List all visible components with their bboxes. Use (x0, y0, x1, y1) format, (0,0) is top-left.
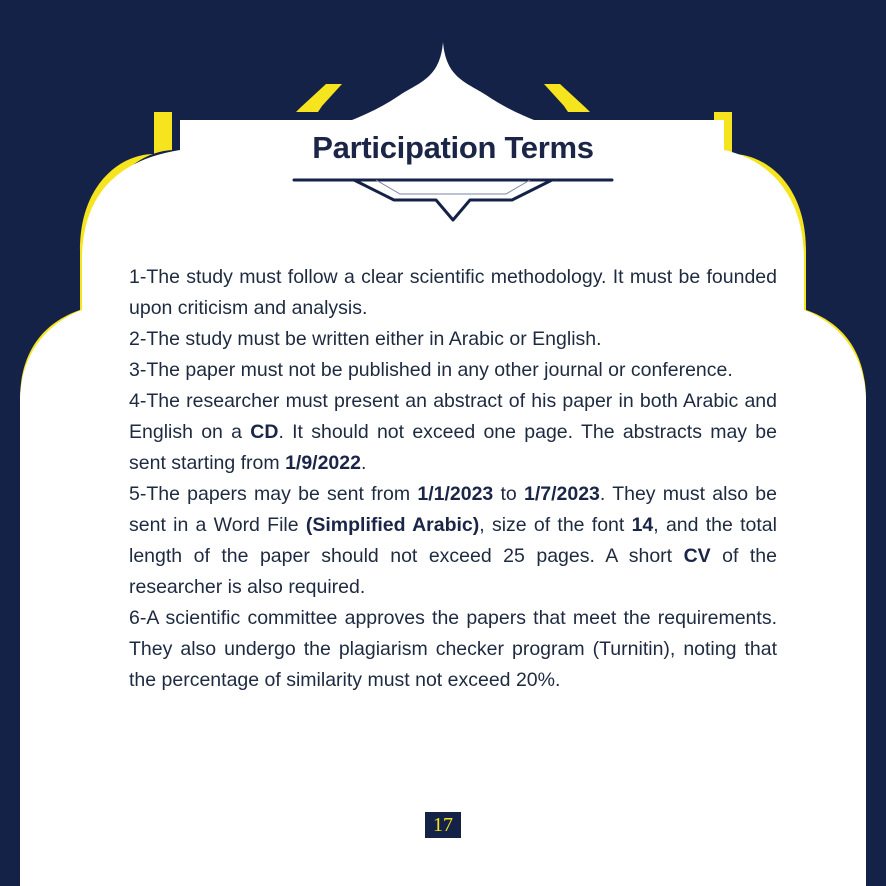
term-text: 3-The paper must not be published in any other journal or conference. (129, 359, 733, 381)
term-emphasis: 14 (631, 514, 654, 536)
term-text: . (360, 452, 367, 474)
term-text: , and the total length of the paper should not exceed 25 pages. A short (129, 514, 777, 567)
term-text: 6-A scientific committee approves the papers that meet the requirements. They also undergo the plagiarism checker program (Turnitin), noting that the percentage of similarity must not exceed 20%. (129, 607, 777, 691)
term-text: 1-The study must follow a clear scientific methodology. It must be founded upon criticism and analysis. (129, 266, 777, 319)
term-text: 4-The researcher must present an abstract of his paper in both Arabic and English on a (129, 390, 777, 443)
term-emphasis: 1/1/2023 (417, 483, 494, 505)
page-number: 17 (425, 812, 461, 838)
term-item (129, 355, 777, 386)
term-item (129, 262, 777, 324)
terms-list (129, 262, 777, 696)
term-item (129, 479, 777, 603)
page-title: Participation Terms (312, 130, 594, 165)
term-emphasis: 1/7/2023 (524, 483, 600, 505)
term-item (129, 386, 777, 479)
title-underline-ornament (290, 172, 616, 232)
term-text: . They must also be sent in a Word File (129, 483, 777, 536)
term-emphasis: (Simplified Arabic) (305, 514, 480, 536)
term-item (129, 324, 777, 355)
term-text: 2-The study must be written either in Arabic or English. (129, 328, 602, 350)
term-text: . It should not exceed one page. The abstracts may be sent starting from (129, 421, 777, 474)
term-item (129, 603, 777, 696)
term-text: , size of the font (479, 514, 632, 536)
term-emphasis: CD (250, 421, 279, 443)
term-text: 5-The papers may be sent from (129, 483, 418, 505)
term-emphasis: 1/9/2022 (285, 452, 361, 474)
term-text: of the researcher is also required. (129, 545, 777, 598)
term-emphasis: CV (683, 545, 711, 567)
term-text: to (493, 483, 524, 505)
